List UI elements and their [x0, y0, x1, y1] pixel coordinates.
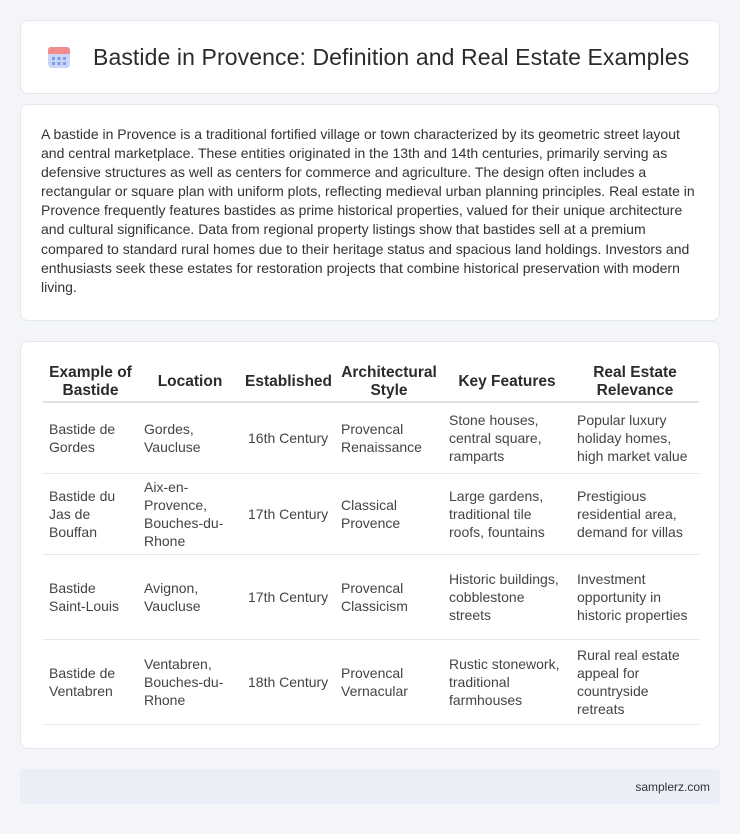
- table-cell: Large gardens, traditional tile roofs, fountains: [443, 474, 571, 555]
- header-example: Example of Bastide: [43, 362, 138, 403]
- table-cell: Bastide de Ventabren: [43, 640, 138, 725]
- table-cell: Investment opportunity in historic properties: [571, 555, 699, 640]
- table-cell: 18th Century: [242, 640, 335, 725]
- table-header-row: [43, 362, 699, 403]
- table-cell: Prestigious residential area, demand for villas: [571, 474, 699, 555]
- table-cell: Classical Provence: [335, 474, 443, 555]
- footer: [20, 769, 720, 804]
- header-relevance: Real Estate Relevance: [571, 362, 699, 403]
- table-row: [43, 474, 699, 555]
- description-card: [20, 104, 720, 321]
- footer-site-link[interactable]: samplerz.com: [635, 779, 710, 794]
- header-features: Key Features: [443, 362, 571, 403]
- calendar-icon: [45, 43, 73, 71]
- header-established: Established: [242, 362, 335, 403]
- table-cell: Rustic stonework, traditional farmhouses: [443, 640, 571, 725]
- table-row: [43, 640, 699, 725]
- table-card: [20, 341, 720, 749]
- header-location: Location: [138, 362, 242, 403]
- bastide-table: [43, 362, 699, 725]
- table-cell: 17th Century: [242, 555, 335, 640]
- table-cell: Provencal Vernacular: [335, 640, 443, 725]
- table-cell: Gordes, Vaucluse: [138, 403, 242, 474]
- table-cell: Rural real estate appeal for countryside retreats: [571, 640, 699, 725]
- description-text: A bastide in Provence is a traditional fortified village or town characterized by its geometric street layout and central marketplace. These entities originated in the 13th and 14th centuries, primarily serving as defensive structures as well as centers for commerce and agriculture. The design often includes a rectangular or square plan with uniform plots, reflecting medieval urban planning principles. Real estate in Provence frequently features bastides as prime historical properties, valued for their unique architecture and cultural significance. Data from regional property listings show that bastides sell at a premium compared to standard rural homes due to their heritage status and spacious land holdings. Investors and enthusiasts seek these estates for restoration projects that combine historical preservation with modern living.: [41, 126, 695, 295]
- table-cell: Ventabren, Bouches-du-Rhone: [138, 640, 242, 725]
- table-row: [43, 403, 699, 474]
- table-cell: Aix-en-Provence, Bouches-du-Rhone: [138, 474, 242, 555]
- table-cell: Provencal Classicism: [335, 555, 443, 640]
- table-cell: 17th Century: [242, 474, 335, 555]
- table-cell: Bastide de Gordes: [43, 403, 138, 474]
- table-cell: Bastide du Jas de Bouffan: [43, 474, 138, 555]
- table-cell: Bastide Saint-Louis: [43, 555, 138, 640]
- title-card: [20, 20, 720, 94]
- table-cell: Popular luxury holiday homes, high market value: [571, 403, 699, 474]
- table-cell: Stone houses, central square, ramparts: [443, 403, 571, 474]
- table-row: [43, 555, 699, 640]
- table-cell: Provencal Renaissance: [335, 403, 443, 474]
- header-style: Architectural Style: [335, 362, 443, 403]
- table-cell: Historic buildings, cobblestone streets: [443, 555, 571, 640]
- table-cell: Avignon, Vaucluse: [138, 555, 242, 640]
- page-title: Bastide in Provence: Definition and Real Estate Examples: [93, 43, 690, 70]
- table-cell: 16th Century: [242, 403, 335, 474]
